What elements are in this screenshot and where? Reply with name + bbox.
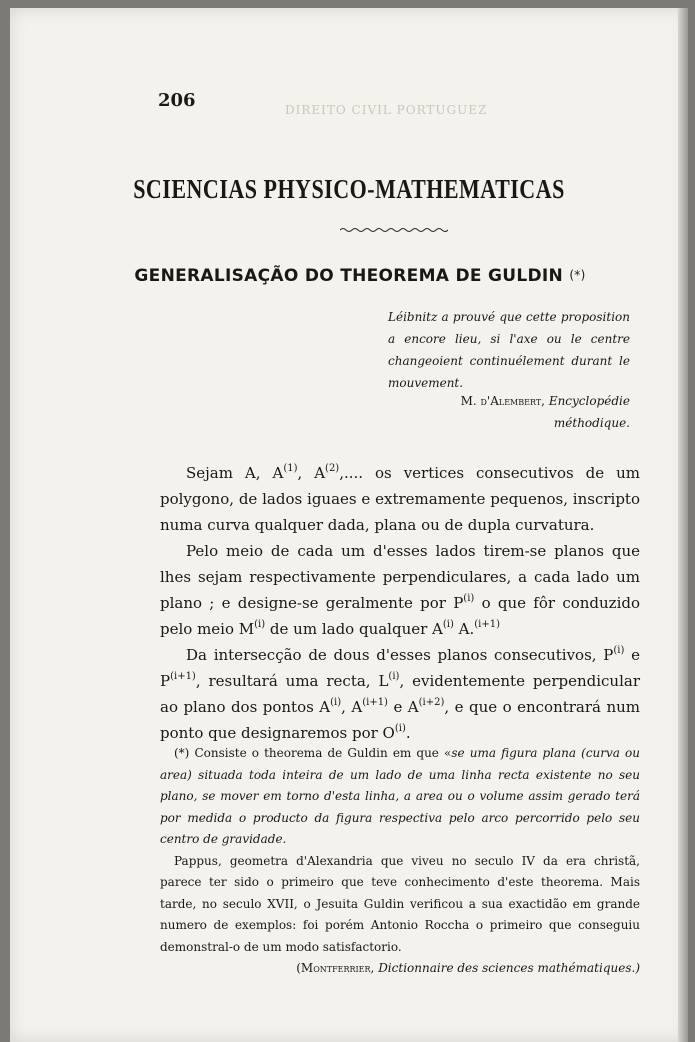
epigraph-attribution [408,390,630,434]
paragraph-1: Sejam A, $A^{(1)}$, $A^{(2)}$,.... os vertices consecutivos de um polygono, de lados iguaes e extremamente pequenos, inscripto numa curva qualquer dada, plana ou de dupla curvatura. [160,463,640,534]
epigraph-quote: Léibnitz a prouvé que cette proposition a encore lieu, si l'axe ou le centre changeoient continuélement durant le mouvement. [388,310,630,390]
article-title-text: GENERALISAÇÃO DO THEOREMA DE GULDIN [134,266,564,286]
page-number: 206 [158,90,196,111]
page-edge [678,8,688,1042]
footnote-2: Pappus, geometra d'Alexandria que viveu no seculo IV da era christã, parece ter sido o primeiro que teve conhecimento d'este theorema. Mais tarde, no seculo XVII, o Jesuita Guldin verificou a sua exactidão em grande numero de exemplos: foi porém Antonio Roccha o primeiro que conseguiu demonstral-o de um modo satisfactorio. [160,853,640,954]
epigraph-author: M. d'Alembert, [460,394,545,408]
footnotes [160,743,640,980]
section-title: SCIENCIAS PHYSICO-MATHEMATICAS [133,173,565,205]
article-title [10,266,688,286]
footnote-1: (*) Consiste o theorema de Guldin em que «se uma figura plana (curva ou area) situada toda inteira de um lado de uma linha recta existente no seu plano, se mover em torno d'esta linha, a area ou o volume assim gerado terá por medida o producto da figura respectiva pelo arco percorrido pelo seu centro de gravidade. [160,746,640,846]
title-ornament [340,226,448,234]
paragraph-3: Da intersecção de dous d'esses planos consecutivos, $P^{(i)}$ e $P^{(i+1)}$, resultará uma recta, $L^{(i)}$, evidentemente perpendicular ao plano dos pontos $A^{(i)}$, $A^{(i+1)}$ e $A^{(i+2)}$, e que o encontrará num ponto que designaremos por $O^{(i)}$. [160,645,641,742]
epigraph-work: Encyclopédie méthodique. [548,394,630,430]
bleed-through-header: DIREITO CIVIL PORTUGUEZ [285,103,488,117]
body-text [160,460,640,746]
footnote-mark: (*) [569,268,586,282]
document-page [10,8,688,1042]
paragraph-2: Pelo meio de cada um d'esses lados tirem-se planos que lhes sejam respectivamente perpendiculares, a cada lado um plano ; e designe-se geralmente por $P^{(i)}$ o que fôr conduzido pelo meio $M^{(i)}$ de um lado qualquer $A^{(i)}$ A.$^{(i+1)}$ [160,542,641,638]
footnote-reference: (Montferrier, Dictionnaire des sciences mathématiques.) [296,961,640,975]
